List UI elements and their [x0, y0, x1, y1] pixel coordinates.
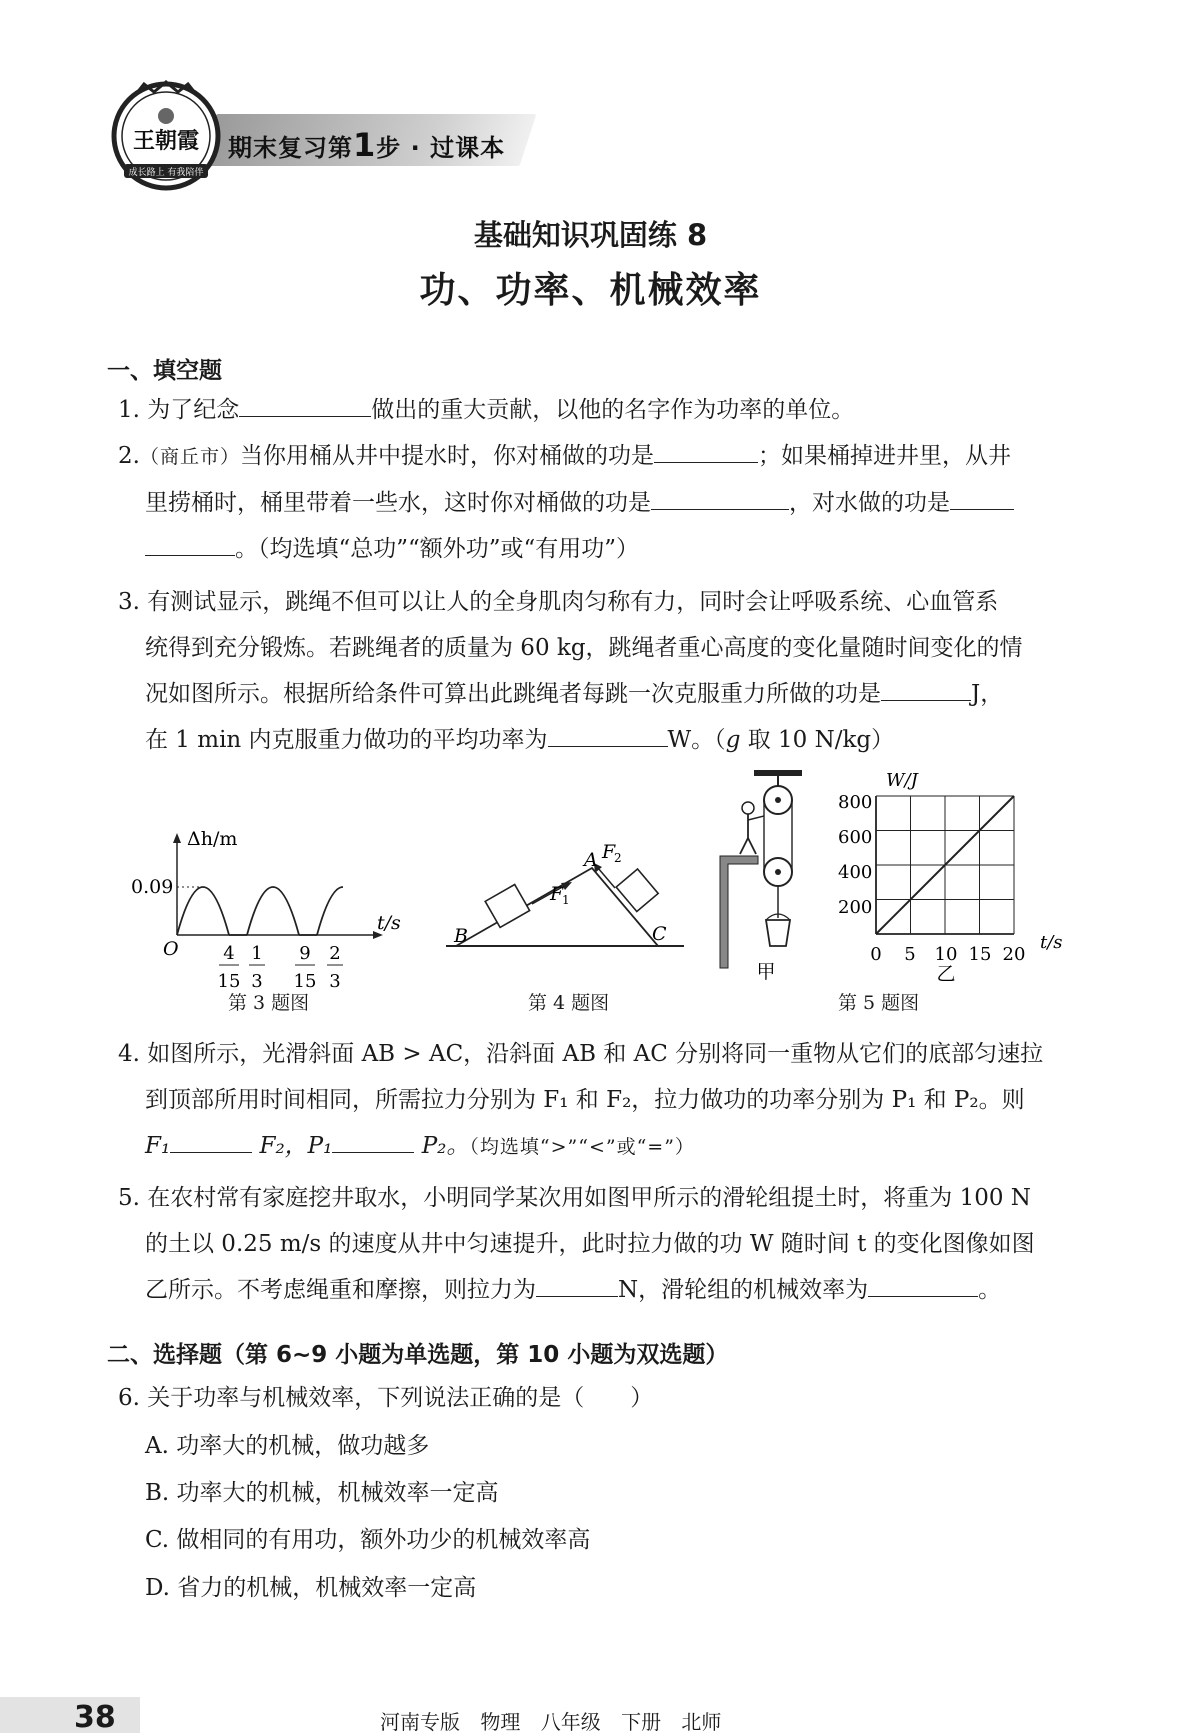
fig4-caption: 第 4 题图 — [528, 992, 610, 1014]
footer-info: 河南专版 物理 八年级 下册 北师 — [380, 1710, 722, 1734]
page-subtitle: 基础知识巩固练 8 — [473, 218, 708, 252]
fig3-tick-num: 2 — [329, 943, 341, 964]
fig3-xlabel: t/s — [377, 912, 401, 934]
q3-text-l4b: W。（ — [667, 727, 726, 753]
section-heading-choice: 二、选择题（第 6~9 小题为单选题，第 10 小题为双选题） — [107, 1342, 729, 1368]
banner-suffix: 步 · 过课本 — [376, 134, 506, 162]
question-5-line-2: 的土以 0.25 m/s 的速度从井中匀速提升，此时拉力做的功 W 随时间 t 的变化图像如图 — [145, 1231, 1035, 1257]
q3-text-l4d: 取 10 N/kg） — [740, 727, 895, 753]
answer-blank[interactable] — [654, 440, 758, 463]
answer-blank[interactable] — [651, 487, 789, 510]
option-a[interactable]: A. 功率大的机械，做功越多 — [145, 1433, 430, 1459]
fig5-jia-label: 甲 — [756, 961, 776, 983]
fig5-xtick: 10 — [934, 944, 958, 965]
question-3: 3. 有测试显示，跳绳不但可以让人的全身肌肉匀称有力，同时会让呼吸系统、心血管系 — [118, 589, 999, 615]
fig5-xtick: 20 — [1002, 944, 1026, 965]
fig5-ytick: 600 — [838, 827, 873, 848]
option-b[interactable]: B. 功率大的机械，机械效率一定高 — [145, 1480, 499, 1506]
fig5-ytick: 400 — [838, 862, 873, 883]
question-1 — [118, 394, 1078, 426]
answer-blank[interactable] — [332, 1130, 414, 1153]
fig3-tick-den: 3 — [329, 971, 341, 992]
q1-text-a: 1. 为了纪念 — [118, 397, 240, 423]
question-4-line-3 — [145, 1130, 1105, 1163]
fig3-tick — [218, 943, 241, 992]
question-2-line-2 — [145, 487, 1105, 519]
fig3-tick-den: 15 — [293, 971, 317, 992]
answer-blank[interactable] — [881, 678, 971, 701]
fig4-f2: F — [602, 841, 616, 863]
fig5-xtick: 5 — [904, 944, 916, 965]
question-2 — [118, 440, 1078, 473]
fig3-tick-den: 15 — [217, 971, 241, 992]
footer-bar — [0, 1697, 140, 1733]
q4-f2-p1: F₂，P₁ — [259, 1133, 333, 1159]
figure-5-graph — [832, 768, 1072, 983]
fig4-label-a: A — [584, 849, 598, 871]
fig4-label-c: C — [652, 923, 667, 945]
figure-5-pulley — [718, 768, 818, 988]
fig3-tick — [294, 943, 317, 992]
brand-slogan: 成长路上 有我陪伴 — [128, 168, 204, 178]
fig5-ylabel: W/J — [886, 770, 918, 791]
q2-text-d: 里捞桶时，桶里带着一些水，这时你对桶做的功是 — [145, 490, 651, 516]
q4-f1: F₁ — [145, 1133, 171, 1159]
fig3-tick-num: 4 — [223, 943, 235, 964]
page-number: 38 — [74, 1700, 116, 1735]
fig5-xlabel: t/s — [1040, 932, 1063, 953]
q2-text-e: ，对水做的功是 — [789, 490, 950, 516]
q3-unit-j: J， — [971, 681, 1004, 707]
question-3-line-3 — [145, 678, 1105, 710]
answer-blank[interactable] — [548, 724, 668, 747]
answer-blank[interactable] — [950, 487, 1014, 510]
fig3-yvalue: 0.09 — [131, 876, 174, 898]
q2-number: 2. — [118, 443, 140, 469]
q3-text-l4a: 在 1 min 内克服重力做功的平均功率为 — [145, 727, 548, 753]
fig3-tick-num: 1 — [251, 943, 263, 964]
fig3-tick — [249, 943, 265, 992]
fig3-tick — [327, 943, 343, 992]
question-4-line-2: 到顶部所用时间相同，所需拉力分别为 F₁ 和 F₂，拉力做功的功率分别为 P₁ 和 P₂。则 — [145, 1087, 1025, 1113]
option-d[interactable]: D. 省力的机械，机械效率一定高 — [145, 1575, 477, 1601]
section-heading-fill: 一、填空题 — [107, 358, 222, 384]
q3-g-symbol: g — [725, 727, 741, 753]
answer-blank[interactable] — [239, 394, 371, 417]
brand-name: 王朝霞 — [132, 128, 200, 154]
q4-tail: （均选填“>”“<”或“=”） — [469, 1136, 695, 1158]
question-2-line-3 — [145, 533, 1105, 565]
q5-text-a: 乙所示。不考虑绳重和摩擦，则拉力为 — [145, 1277, 536, 1303]
fig4-f1: F — [550, 883, 564, 905]
fig5-ytick: 800 — [838, 792, 873, 813]
q5-text-c: 。 — [978, 1277, 1002, 1303]
fig3-tick-den: 3 — [251, 971, 263, 992]
q5-text-b: N，滑轮组的机械效率为 — [618, 1277, 869, 1303]
option-c[interactable]: C. 做相同的有用功，额外功少的机械效率高 — [145, 1527, 591, 1553]
fig3-origin: O — [163, 938, 179, 960]
question-3-line-4 — [145, 724, 1105, 756]
q1-text-b: 做出的重大贡献，以他的名字作为功率的单位。 — [371, 397, 855, 423]
question-3-line-2: 统得到充分锻炼。若跳绳者的质量为 60 kg，跳绳者重心高度的变化量随时间变化的情 — [145, 635, 1023, 661]
figure-3 — [125, 825, 425, 1010]
answer-blank[interactable] — [145, 533, 235, 556]
fig5-xtick: 0 — [870, 944, 882, 965]
answer-blank[interactable] — [170, 1130, 252, 1153]
question-4: 4. 如图所示，光滑斜面 AB > AC，沿斜面 AB 和 AC 分别将同一重物从它们的底部匀速拉 — [118, 1041, 1044, 1067]
banner-step: 1 — [353, 126, 377, 164]
q2-text-f: 。（均选填“总功”“额外功”或“有用功”） — [235, 536, 640, 562]
fig3-ylabel: Δh/m — [187, 828, 238, 850]
fig4-label-b: B — [454, 925, 468, 947]
q2-source-tag: （商丘市） — [139, 446, 240, 468]
q4-p2: P₂。 — [421, 1133, 470, 1159]
fig5-caption: 第 5 题图 — [838, 992, 920, 1014]
question-5: 5. 在农村常有家庭挖井取水，小明同学某次用如图甲所示的滑轮组提土时，将重为 100 N — [118, 1185, 1031, 1211]
q2-text-c: ；如果桶掉进井里，从井 — [757, 443, 1011, 469]
fig5-ytick: 200 — [838, 897, 873, 918]
fig4-f1-sub: 1 — [562, 893, 570, 907]
answer-blank[interactable] — [868, 1274, 978, 1297]
fig3-tick-num: 9 — [299, 943, 311, 964]
header-banner — [228, 126, 505, 164]
q2-text-b: 当你用桶从井中提水时，你对桶做的功是 — [239, 443, 654, 469]
banner-prefix: 期末复习第 — [228, 134, 353, 162]
brand-logo — [110, 80, 222, 192]
fig5-xtick: 15 — [968, 944, 992, 965]
question-5-line-3 — [145, 1274, 1105, 1306]
q3-text-l3: 况如图所示。根据所给条件可算出此跳绳者每跳一次克服重力所做的功是 — [145, 681, 881, 707]
fig4-f2-sub: 2 — [614, 851, 622, 865]
fig5-yi-label: 乙 — [936, 963, 956, 983]
figure-4 — [440, 840, 690, 960]
page-title: 功、功率、机械效率 — [419, 270, 762, 311]
fig3-caption: 第 3 题图 — [228, 992, 310, 1014]
question-6: 6. 关于功率与机械效率，下列说法正确的是（ ） — [118, 1385, 654, 1411]
answer-blank[interactable] — [536, 1274, 618, 1297]
